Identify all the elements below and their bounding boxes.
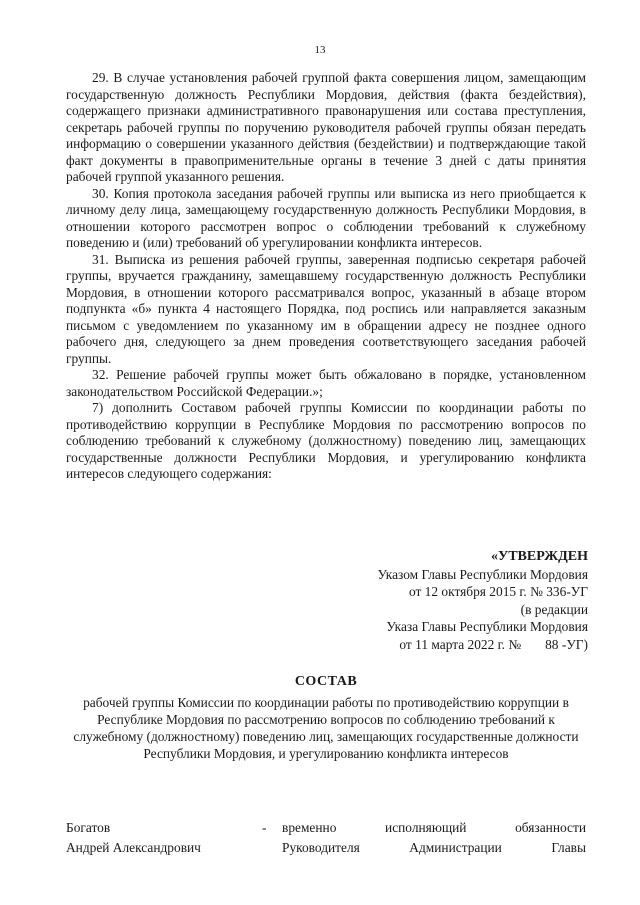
member-role: [282, 818, 586, 858]
document-body: [66, 70, 586, 483]
approval-stamp: [288, 548, 588, 653]
paragraph-30: 30. Копия протокола заседания рабочей группы или выписка из него приобщается к личному делу лица, замещающему государственную должность Республики Мордовия, в отношении которого рассмотрен вопрос о соблюдении требований к служебному поведению и (или) требований об урегулировании конфликта интересов.: [66, 185, 586, 250]
member-given-name: Андрей Александрович: [66, 840, 201, 855]
member-dash: -: [262, 820, 267, 835]
member-surname: Богатов: [66, 820, 111, 835]
composition-block: [66, 674, 586, 762]
approval-date-suffix: -УГ): [561, 636, 588, 652]
composition-subtitle: рабочей группы Комиссии по координации работы по противодействию коррупции в Республике Мордовия по рассмотрению вопросов по соблюдению требований к служебному (должностному) поведению лиц, замещающих государственные должности Республики Мордовия, и урегулированию конфликта интересов: [73, 695, 579, 761]
approval-line-date: от 12 октября 2015 г. № 336-УГ: [408, 584, 588, 599]
approval-line-date-2: [288, 636, 588, 654]
member-row: [66, 818, 586, 858]
paragraph-32: 32. Решение рабочей группы может быть обжаловано в порядке, установленном законодательством Российской Федерации.»;: [66, 367, 586, 399]
approval-line-decree-2: Указа Главы Республики Мордовия: [386, 619, 588, 634]
paragraph-item-7: 7) дополнить Составом рабочей группы Комиссии по координации работы по противодействию коррупции в Республике Мордовия по рассмотрению вопросов по соблюдению требований к служебному (должностному) поведению лиц, замещающих государственные должности Республики Мордовия, и урегулированию конфликта интересов следующего содержания:: [66, 400, 586, 481]
approval-line-decree: Указом Главы Республики Мордовия: [377, 566, 588, 582]
approval-line-edition: (в редакции: [520, 601, 588, 617]
member-name: [66, 818, 262, 858]
member-role-line2: Руководителя Администрации Главы: [282, 840, 586, 855]
member-role-line1: временно исполняющий обязанности: [282, 820, 586, 835]
page-number: 13: [314, 44, 326, 56]
approval-decree-number: 88: [545, 636, 559, 652]
approval-date-prefix: от 11 марта 2022 г. №: [399, 636, 522, 652]
paragraph-31: 31. Выписка из решения рабочей группы, заверенная подписью секретаря рабочей группы, вручается гражданину, замещавшему государственную должность Республики Мордовия, в отношении которого рассматривался вопрос, указанный в абзаце втором подпункта «б» пункта 4 настоящего Порядка, под роспись или направляется заказным письмом с уведомлением по указанному им в обращении адресу не позднее одного рабочего дня, следующего за днем проведения соответствующего заседания рабочей группы.: [66, 251, 586, 366]
approval-title: «УТВЕРЖДЕН: [490, 549, 588, 564]
composition-heading: СОСТАВ: [294, 674, 358, 689]
paragraph-29: 29. В случае установления рабочей группой факта совершения лицом, замещающим государственную должность Республики Мордовия, действия (факта бездействия), содержащего признаки административного правонарушения или состава преступления, секретарь рабочей группы по поручению руководителя рабочей группы обязан передать информацию о совершении указанного действия (бездействии) и подтверждающие такой факт документы в правоприменительные органы в течение 3 дней с даты принятия рабочей группой указанного решения.: [66, 70, 586, 184]
